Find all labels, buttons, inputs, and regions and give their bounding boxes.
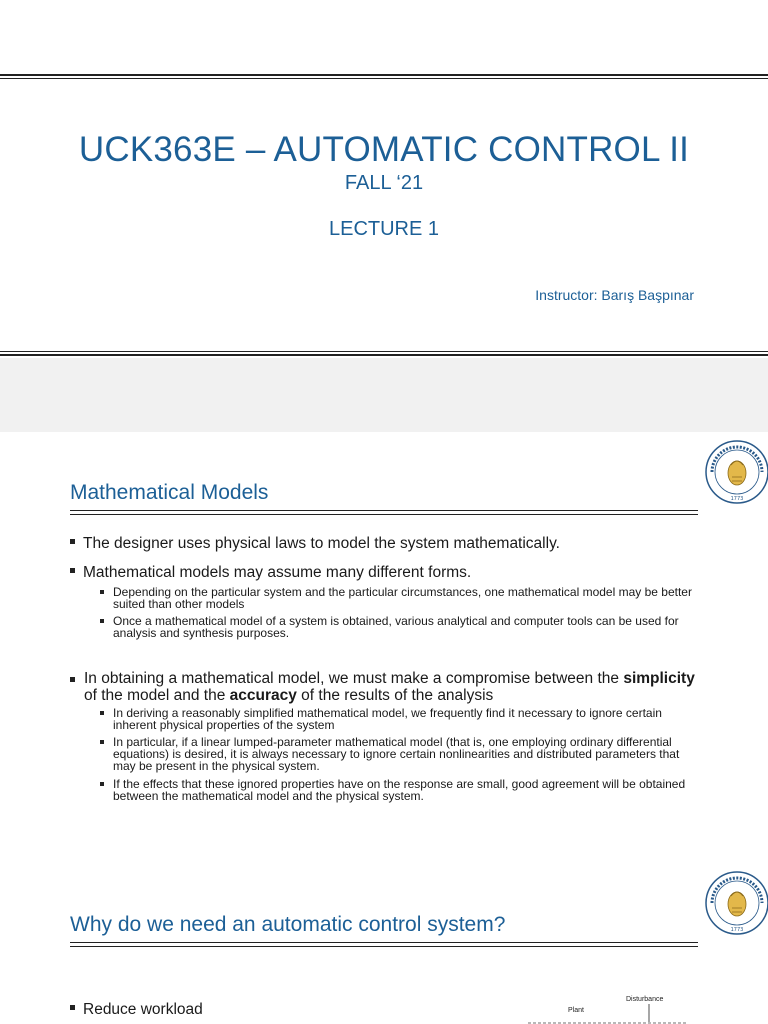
bullet-square-icon <box>100 782 104 786</box>
sub-bullet: Depending on the particular system and the particular circumstances, one mathematical model may be better suited than other models <box>100 586 700 610</box>
bullet-1: The designer uses physical laws to model the system mathematically. <box>70 535 700 552</box>
itu-seal-icon <box>704 439 768 505</box>
slide-heading: Mathematical Models <box>70 481 269 504</box>
bullet-2: Mathematical models may assume many different forms. <box>70 564 700 581</box>
bullet-square-icon <box>70 1005 75 1010</box>
heading-rule-2 <box>70 514 698 515</box>
instructor-name: Instructor: Barış Başpınar <box>535 287 694 303</box>
sub-bullet: Once a mathematical model of a system is obtained, various analytical and computer tools can be used for analysis and synthesis purposes. <box>100 615 700 639</box>
course-term: FALL ‘21 <box>344 172 424 194</box>
slide-heading-2: Why do we need an automatic control system? <box>70 913 506 936</box>
top-divider <box>0 74 768 76</box>
content-slide <box>0 432 768 1024</box>
lecture-number: LECTURE 1 <box>328 218 440 240</box>
bullet-square-icon <box>70 568 75 573</box>
bullet-square-icon <box>100 711 104 715</box>
itu-seal-icon <box>704 870 768 936</box>
bullet-square-icon <box>100 740 104 744</box>
top-divider-thin <box>0 78 768 79</box>
heading-rule <box>70 942 698 943</box>
sub-bullet: If the effects that these ignored properties have on the response are small, good agreement will be obtained between the mathematical model and the physical system. <box>100 778 700 802</box>
sub-bullet: In particular, if a linear lumped-parameter mathematical model (that is, one employing ordinary differential equations) is desired, it is always necessary to ignore certain nonlinearities and distributed parameters that may be present in the physical system. <box>100 736 700 772</box>
control-diagram-fragment <box>524 1004 694 1024</box>
bullet-3: In obtaining a mathematical model, we must make a compromise between the simplicity of the model and the accuracy of the results of the analysis <box>70 670 700 704</box>
logo-year: 1773 <box>730 927 744 933</box>
disturbance-label: Disturbance <box>626 996 664 1003</box>
sub-bullet: In deriving a reasonably simplified mathematical model, we frequently find it necessary to ignore certain inherent physical properties of the system <box>100 707 700 731</box>
logo-year: 1773 <box>730 496 744 502</box>
bottom-divider-thin <box>0 351 768 352</box>
bullet-square-icon <box>100 590 104 594</box>
bullet-square-icon <box>100 619 104 623</box>
course-title: UCK363E – AUTOMATIC CONTROL II <box>78 130 690 169</box>
bullet-square-icon <box>70 539 75 544</box>
heading-rule-2 <box>70 946 698 947</box>
title-slide <box>0 0 768 358</box>
heading-rule <box>70 510 698 511</box>
bullet-reduce-workload: Reduce workload <box>70 1001 700 1018</box>
bullet-square-icon <box>70 677 75 682</box>
bottom-divider <box>0 354 768 356</box>
plant-label: Plant <box>568 1007 584 1014</box>
